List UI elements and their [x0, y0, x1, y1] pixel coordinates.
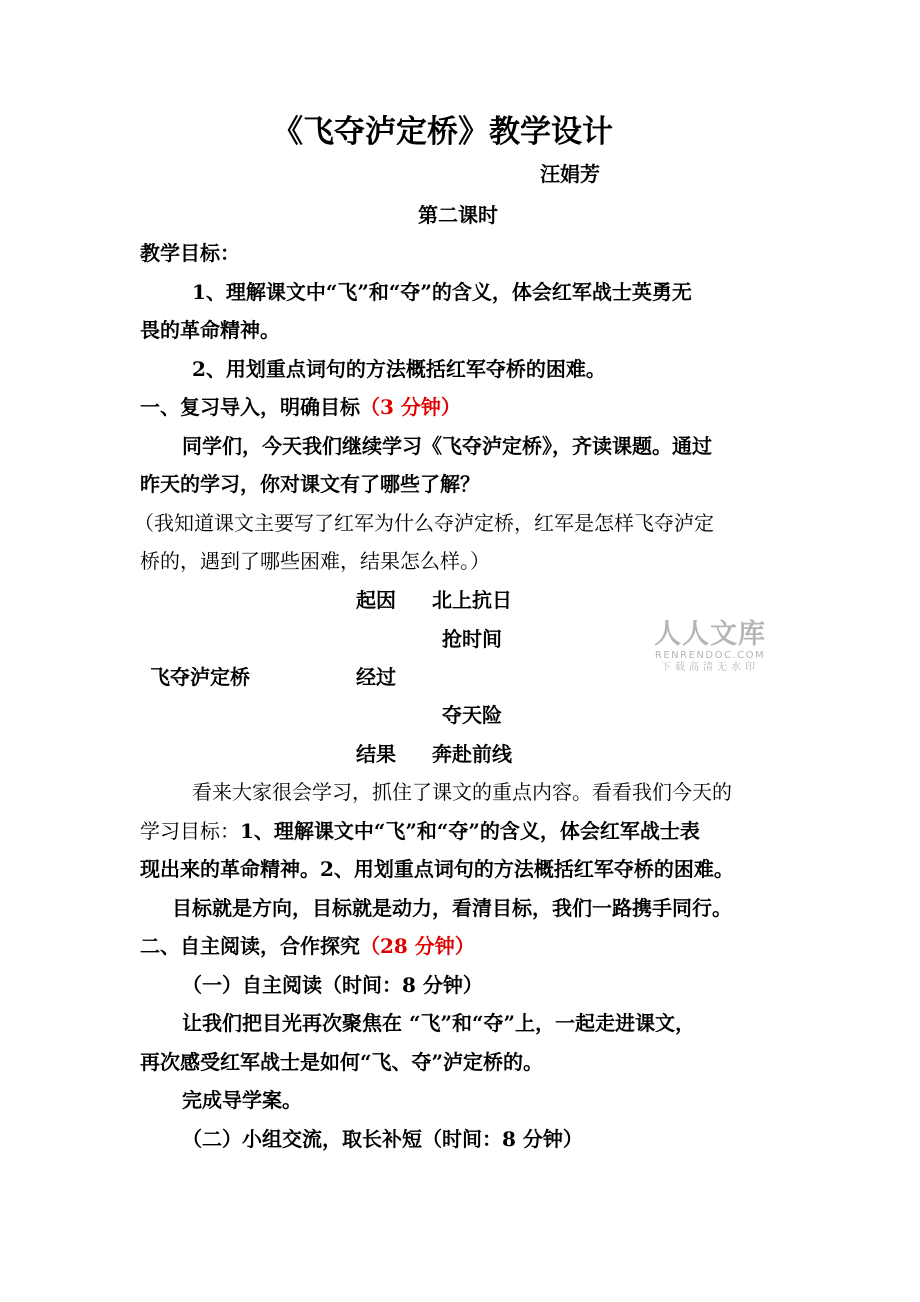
section-2-para-1-line-1: 让我们把目光再次聚焦在 “飞”和“夺”上，一起走进课文，: [182, 1011, 695, 1035]
watermark-logo: [648, 620, 772, 674]
summary-line-2-bold: 1、理解课文中“飞”和“夺”的含义，体会红军战士表: [240, 819, 700, 843]
summary-line-1: 看来大家很会学习，抓住了课文的重点内容。看看我们今天的: [192, 780, 732, 804]
section-1-para-2-line-2: 桥的，遇到了哪些困难，结果怎么样。）: [140, 549, 490, 573]
document-title: 《飞夺泸定桥》教学设计: [272, 114, 613, 150]
objectives-heading: 教学目标：: [140, 241, 240, 265]
section-2-time: （28 分钟）: [360, 934, 475, 958]
outline-process-item-1: 抢时间: [442, 627, 502, 651]
section-2-sub-1: （一）自主阅读（时间：8 分钟）: [182, 973, 483, 997]
section-2-para-1-line-2: 再次感受红军战士是如何“飞、夺”泸定桥的。: [140, 1050, 544, 1074]
section-1-para-2-line-1: （我知道课文主要写了红军为什么夺泸定桥，红军是怎样飞夺泸定: [134, 511, 714, 535]
watermark-main-text: 人人文库: [654, 619, 766, 650]
watermark-tagline-text: 下载高清无水印: [661, 662, 759, 673]
section-1-para-1-line-1: 同学们，今天我们继续学习《飞夺泸定桥》，齐读课题。通过: [182, 434, 712, 458]
section-1-heading: [140, 394, 461, 420]
objective-2: 2、用划重点词句的方法概括红军夺桥的困难。: [192, 357, 606, 381]
objective-1-line-1: 1、理解课文中“飞”和“夺”的含义，体会红军战士英勇无: [192, 280, 692, 304]
section-1-title: 一、复习导入，明确目标: [140, 395, 360, 419]
author-name: 汪娟芳: [540, 162, 600, 186]
outline-process-label: 经过: [356, 665, 396, 689]
section-2-para-2: 完成导学案。: [182, 1088, 302, 1112]
section-2-title: 二、自主阅读，合作探究: [140, 934, 360, 958]
outline-cause-value: 北上抗日: [432, 588, 512, 612]
summary-motto: 目标就是方向，目标就是动力，看清目标，我们一路携手同行。: [172, 896, 732, 920]
objective-1-line-2: 畏的革命精神。: [140, 318, 280, 342]
section-2-sub-2: （二）小组交流，取长补短（时间：8 分钟）: [182, 1127, 583, 1151]
outline-result-value: 奔赴前线: [432, 742, 512, 766]
summary-line-3: 现出来的革命精神。2、用划重点词句的方法概括红军夺桥的困难。: [140, 857, 734, 881]
summary-line-2-prefix: 学习目标：: [140, 819, 240, 843]
summary-line-2: [140, 818, 700, 844]
section-2-heading: [140, 933, 475, 959]
section-1-time: （3 分钟）: [360, 395, 461, 419]
watermark-domain-text: RENRENDOC.COM: [654, 650, 766, 661]
lesson-label: 第二课时: [418, 203, 498, 227]
outline-result-label: 结果: [356, 742, 396, 766]
outline-cause-label: 起因: [356, 588, 396, 612]
section-1-para-1-line-2: 昨天的学习，你对课文有了哪些了解？: [140, 472, 480, 496]
outline-process-item-2: 夺天险: [442, 703, 502, 727]
outline-root: 飞夺泸定桥: [150, 665, 250, 689]
